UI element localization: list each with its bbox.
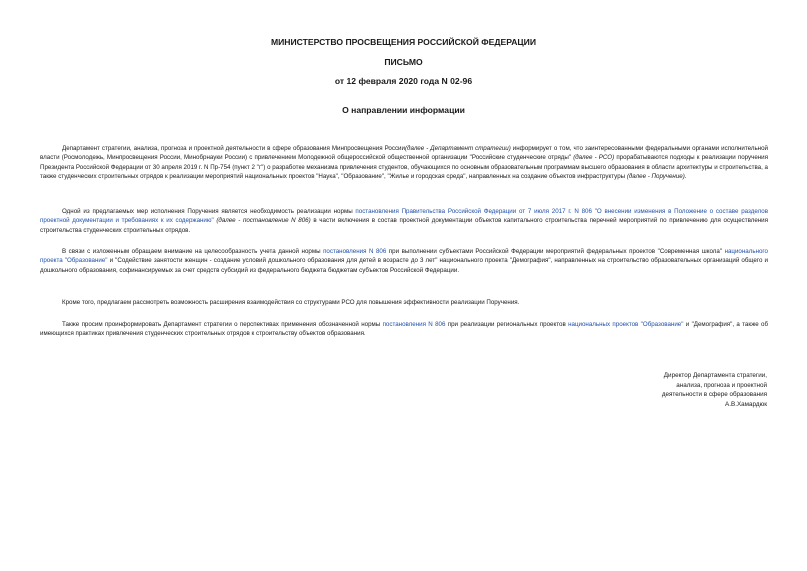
paragraph-text: в части включения в состав проектной документации объектов капитального строительства перечней мероприятий по привлечению для осуществления строительства студенческих строительных отрядов.: [40, 217, 768, 234]
document-subject: О направлении информации: [342, 105, 465, 115]
paragraph-text: и "Содействие занятости женщин - создание условий дошкольного образования для детей в возрасте до 3 лет" национального проекта "Демография", направленных на строительство образовательных организаций общего и дошкольного образования, софинансируемых за счет средств субсидий из федерального бюджета бюджетам субъектов Российской Федерации.: [40, 257, 768, 274]
paragraph-text: Департамент стратегии, анализа, прогноза и проектной деятельности в сфере образования Минпросвещения России: [62, 145, 405, 152]
paragraph-5: [40, 320, 768, 339]
paragraph-1: [40, 144, 768, 181]
signature-position-line: деятельности в сфере образования: [661, 391, 767, 399]
link-resolution-806-full[interactable]: постановления Правительства Российской Федерации от 7 июля 2017 г. N 806 "О внесении изменения в Положение о составе разделов проектной документации и требованиях к их содержанию": [40, 208, 768, 225]
link-national-project-education[interactable]: национального проекта "Образование": [40, 248, 768, 265]
signature-position-line: анализа, прогноза и проектной: [676, 381, 767, 389]
paragraph-text: Одной из предлагаемых мер исполнения Поручения является необходимость реализации нормы: [62, 208, 356, 215]
link-resolution-806[interactable]: постановления N 806: [323, 248, 387, 255]
paragraph-text: при выполнении субъектами Российской Федерации мероприятий федеральных проектов "Современная школа": [386, 248, 725, 255]
document-date-number: от 12 февраля 2020 года N 02-96: [334, 76, 473, 86]
link-national-projects-education[interactable]: национальных проектов "Образование": [568, 321, 684, 328]
paragraph-2: [40, 207, 768, 235]
paragraph-text: при реализации региональных проектов: [445, 321, 569, 328]
paragraph-text: прорабатываются подходы к реализации поручения Президента Российской Федерации от 30 апреля 2019 г. N Пр-754 (пункт 2 "г") о разработке механизма привлечения студентов, обучающихся по основным образовательным программам высшего образования в области архитектуры и строительства, а также студенческих строительных отрядов к реализации мероприятий национальных проектов "Наука", "Образование", "Жилье и городская среда", направленных на создание объектов инфраструктуры: [40, 154, 768, 180]
paragraph-4: [40, 298, 768, 307]
paragraph-italic: (далее - Поручение): [626, 172, 685, 180]
signature-position-line: Директор Департамента стратегии,: [663, 372, 767, 379]
paragraph-text: .: [684, 172, 687, 180]
paragraph-italic: (далее - Департамент стратегии): [404, 145, 511, 152]
paragraph-italic: (далее - РСО): [573, 154, 615, 162]
paragraph-text: и "Демография", а также об имеющихся практиках привлечения студенческих строительных отрядов к строительству объектов образования.: [40, 321, 768, 338]
paragraph-text: информирует о том, что заинтересованными федеральными органами исполнительной власти (Росмолодежь, Минпросвещения России, Минобрнауки России) с привлечением Молодежной общероссийской общественной организации "Российские студенческие отряды": [40, 145, 768, 162]
paragraph-text: Кроме того, предлагаем рассмотреть возможность расширения взаимодействия со структурами РСО для повышения эффективности реализации Поручения.: [62, 299, 520, 306]
paragraph-3: [40, 247, 768, 275]
document-type: ПИСЬМО: [384, 57, 423, 67]
paragraph-text: В связи с изложенным обращаем внимание на целесообразность учета данной нормы: [62, 248, 324, 255]
signature-block: [600, 371, 767, 409]
ministry-title: МИНИСТЕРСТВО ПРОСВЕЩЕНИЯ РОССИЙСКОЙ ФЕДЕРАЦИИ: [270, 37, 537, 47]
link-resolution-806[interactable]: постановления N 806: [382, 321, 446, 328]
paragraph-italic: (далее - постановление N 806): [213, 217, 311, 225]
signature-name: А.В.Хамардюк: [725, 400, 767, 408]
paragraph-text: Также просим проинформировать Департамент стратегии о перспективах применения обозначенной нормы: [62, 321, 383, 328]
